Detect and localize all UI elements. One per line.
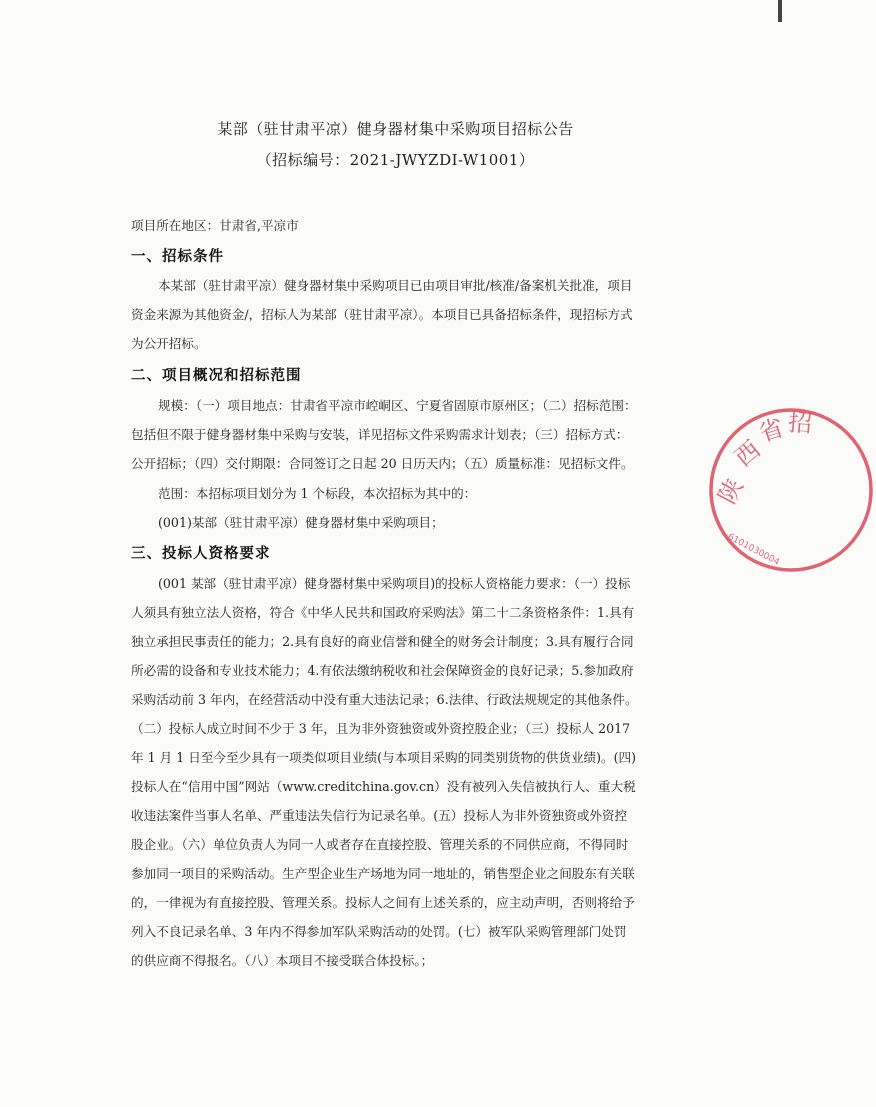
paragraph-line: 范围：本招标项目划分为 1 个标段，本次招标为其中的： xyxy=(158,486,477,501)
section-heading-3: 三、投标人资格要求 xyxy=(131,546,271,562)
tender-number: （招标编号：2021-JWYZDI-W1001） xyxy=(256,151,535,169)
scan-edge-mark xyxy=(778,0,782,22)
seal-char: 招 xyxy=(787,408,814,438)
seal-char: 西 xyxy=(729,435,766,473)
paragraph-line: 本某部（驻甘肃平凉）健身器材集中采购项目已由项目审批/核准/备案机关批准，项目 xyxy=(158,278,633,293)
paragraph-line: 包括但不限于健身器材集中采购与安装，详见招标文件采购需求计划表；（三）招标方式： xyxy=(131,427,629,442)
official-seal-stamp xyxy=(706,405,876,575)
paragraph-line: 采购活动前 3 年内，在经营活动中没有重大违法记录；6.法律、行政法规规定的其他条件。 xyxy=(131,692,638,707)
seal-char: 省 xyxy=(755,413,788,448)
paragraph-line: 股企业。（六）单位负责人为同一人或者存在直接控股、管理关系的不同供应商，不得同时 xyxy=(131,837,629,852)
paragraph-line: 收违法案件当事人名单、严重违法失信行为记录名单。(五）投标人为非外资独资或外资控 xyxy=(131,808,628,823)
paragraph-line: 的供应商不得报名。（八）本项目不接受联合体投标。； xyxy=(131,953,434,968)
seal-char: 陕 xyxy=(712,474,749,509)
paragraph-line: 人须具有独立法人资格，符合《中华人民共和国政府采购法》第二十二条资格条件：1.具有 xyxy=(131,605,635,620)
paragraph-line: 所必需的设备和专业技术能力；4.有依法缴纳税收和社会保障资金的良好记录；5.参加政府 xyxy=(131,663,634,678)
paragraph-line: 的，一律视为有直接控股、管理关系。投标人之间有上述关系的，应主动声明，否则将给予 xyxy=(131,895,635,910)
paragraph-line: （二）投标人成立时间不少于 3 年，且为非外资独资或外资控股企业；（三）投标人 2017 xyxy=(131,721,631,736)
paragraph-line: 为公开招标。 xyxy=(131,336,207,351)
paragraph-line: 资金来源为其他资金/，招标人为某部（驻甘肃平凉）。本项目已具备招标条件，现招标方式 xyxy=(131,307,633,322)
project-location: 项目所在地区：甘肃省,平凉市 xyxy=(131,218,299,233)
paragraph-line: 参加同一项目的采购活动。生产型企业生产场地为同一地址的，销售型企业之间股东有关联 xyxy=(131,866,635,881)
paragraph-line: 投标人在“信用中国”网站（www.creditchina.gov.cn）没有被列入失信被执行人、重大税 xyxy=(131,779,636,794)
paragraph-line: 规模：（一）项目地点：甘肃省平凉市崆峒区、宁夏省固原市原州区；（二）招标范围： xyxy=(158,398,637,413)
paragraph-line: (001)某部（驻甘肃平凉）健身器材集中采购项目； xyxy=(158,515,444,530)
document-title: 某部（驻甘肃平凉）健身器材集中采购项目招标公告 xyxy=(217,120,574,138)
paragraph-line: 年 1 月 1 日至今至少具有一项类似项目业绩(与本项目采购的同类别货物的供货业绩)。(四) xyxy=(131,750,637,765)
seal-number: 6101030004 xyxy=(725,532,782,568)
paragraph-line: (001 某部（驻甘肃平凉）健身器材集中采购项目)的投标人资格能力要求：（一）投标 xyxy=(158,576,631,591)
paragraph-line: 列入不良记录名单、3 年内不得参加军队采购活动的处罚。(七）被军队采购管理部门处罚 xyxy=(131,924,627,939)
paragraph-line: 公开招标；（四）交付期限：合同签订之日起 20 日历天内；（五）质量标准：见招标文件。 xyxy=(131,456,634,471)
section-heading-1: 一、招标条件 xyxy=(131,249,224,265)
paragraph-line: 独立承担民事责任的能力；2.具有良好的商业信誉和健全的财务会计制度；3.具有履行合同 xyxy=(131,634,634,649)
section-heading-2: 二、项目概况和招标范围 xyxy=(131,368,302,384)
